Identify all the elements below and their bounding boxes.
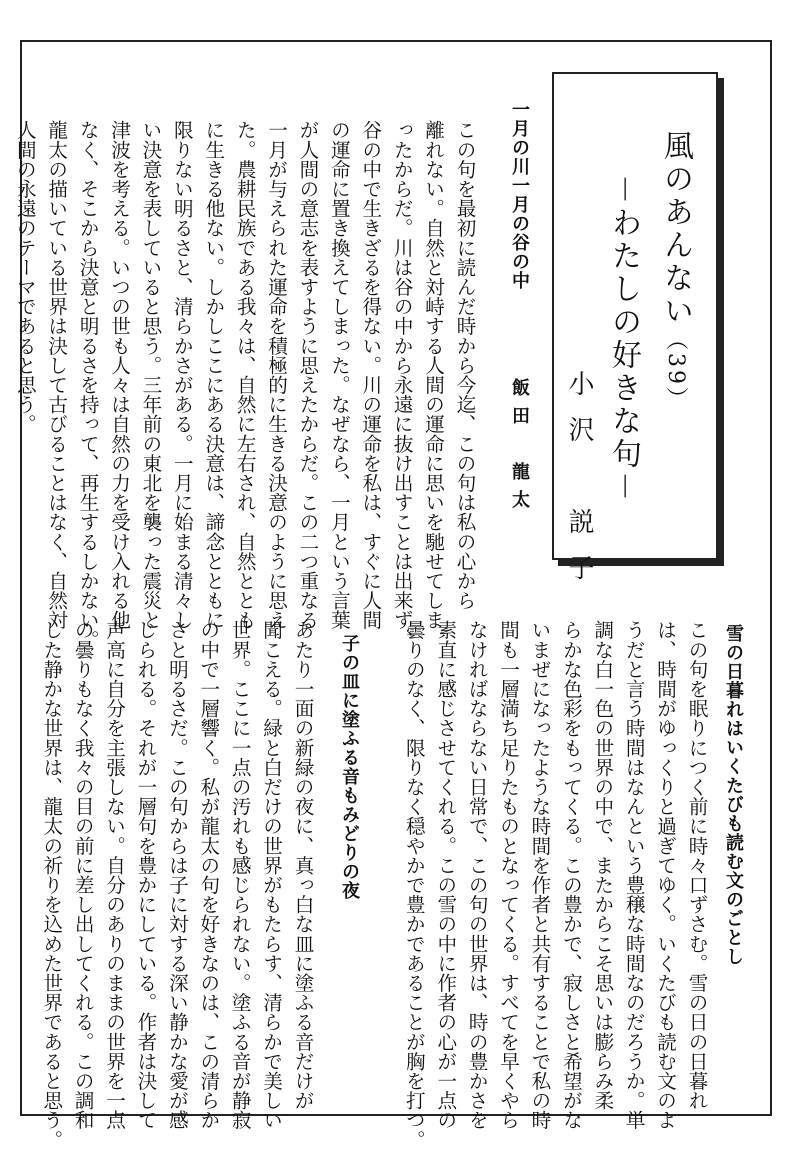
- text-line: さと明るさだ。この句からは子に対する深い静かな愛が感: [165, 620, 189, 1130]
- text-line: の曇りもなく我々の目の前に差し出してくれる。この調和: [71, 620, 95, 1130]
- text-line: なく、そこから決意と明るさを持って、再生するしかない。: [76, 120, 100, 650]
- text-line: 谷の中で生きざるを得ない。川の運命を私は、すぐに人間: [358, 120, 382, 630]
- text-line: 人間の永遠のテーマであると思う。: [13, 120, 37, 434]
- essay-3: [34, 620, 318, 1150]
- text-line: 津波を考える。いつの世も人々は自然の力を受け入れる他: [107, 120, 131, 630]
- text-line: らかな色彩をもってくる。この豊かで、寂しさと希望がな: [559, 620, 583, 1130]
- text-line: この句を最初に読んだ時から今迄、この句は私の心から: [453, 120, 476, 610]
- text-line: 調な白一色の世界の中で、またからこそ思いは膨らみ柔: [590, 620, 614, 1110]
- series-number: （39）: [663, 328, 688, 412]
- text-line: した静かな世界は、龍太の祈りを込めた世界であると思う。: [39, 620, 63, 1150]
- text-line: の中で一層響く。私が龍太の句を好きなのは、この清らか: [196, 620, 220, 1130]
- text-line: 限りない明るさと、清らかさがある。一月に始まる清々し: [170, 120, 194, 630]
- poet-name: 飯田 龍太: [509, 378, 530, 518]
- text-line: なければならない日常で、この句の世界は、時の豊かさを: [465, 620, 489, 1130]
- column-series-title: [648, 130, 702, 412]
- text-line: 龍太の描いている世界は決して古びることはなく、自然対: [44, 120, 68, 630]
- text-line: 声高に自分を主張しない。自分のありのままの世界を一点: [102, 620, 126, 1130]
- text-line: に生きる他ない。しかしここにある決意は、諦念とともに: [201, 120, 225, 630]
- text-line: 一月が与えられた運命を積極的に生きる決意のように思え: [264, 120, 288, 630]
- haiku-3: 子の皿に塗ふる音もみどりの夜: [339, 634, 360, 900]
- text-line: 素直に感じさせてくれる。この雪の中に作者の心が一点の: [433, 620, 457, 1130]
- text-line: うだと言う時間はなんという豊穣な時間なのだろうか。単: [622, 620, 646, 1130]
- essay-2: [396, 620, 712, 1150]
- essay-1: [6, 120, 480, 650]
- text-line: いまぜになったような時間を作者と共有することで私の時: [527, 620, 551, 1130]
- text-line: この句を眠りにつく前に時々口ずさむ。雪の日の日暮れ: [685, 620, 708, 1110]
- text-line: 間も一層満ち足りたものとなってくる。すべてを早くやら: [496, 620, 520, 1130]
- text-line: あたり一面の新緑の夜に、真っ白な皿に塗ふる音だけが: [291, 620, 314, 1110]
- haiku-1: 一月の川一月の谷の中: [509, 100, 530, 290]
- subtitle: －わたしの好きな句－: [606, 174, 641, 504]
- text-line: じられる。それが一層句を豊かにしている。作者は決して: [133, 620, 157, 1130]
- text-line: 世界。ここに一点の汚れも感じられない。塗ふる音が静寂: [228, 620, 252, 1130]
- text-line: 離れない。自然と対峙する人間の運命に思いを馳せてしま: [421, 120, 445, 630]
- title-box: [552, 72, 718, 600]
- series-name: 風のあんない: [658, 130, 693, 328]
- text-line: た。農耕民族である我々は、自然に左右され、自然ととも: [233, 120, 257, 630]
- text-line: 聞こえる。緑と白だけの世界がもたらす、清らかで美しい: [259, 620, 283, 1130]
- author-name: 小沢 説子: [564, 370, 594, 600]
- text-line: い決意を表していると思う。三年前の東北を襲った震災と: [138, 120, 162, 630]
- haiku-2: 雪の日暮れはいくたびも読む文のごとし: [723, 624, 744, 966]
- text-line: ったからだ。川は谷の中から永遠に抜け出すことは出来ず、: [390, 120, 414, 650]
- text-line: が人間の意志を表すように思えたからだ。この二つ重なる: [295, 120, 319, 630]
- text-line: は、時間がゆっくりと過ぎてゆく。いくたびも読む文のよ: [653, 620, 677, 1130]
- text-line: 曇りのなく、限りなく穏やかで豊かであることが胸を打つ。: [402, 620, 426, 1150]
- text-line: の運命に置き換えてしまった。なぜなら、一月という言葉: [327, 120, 351, 630]
